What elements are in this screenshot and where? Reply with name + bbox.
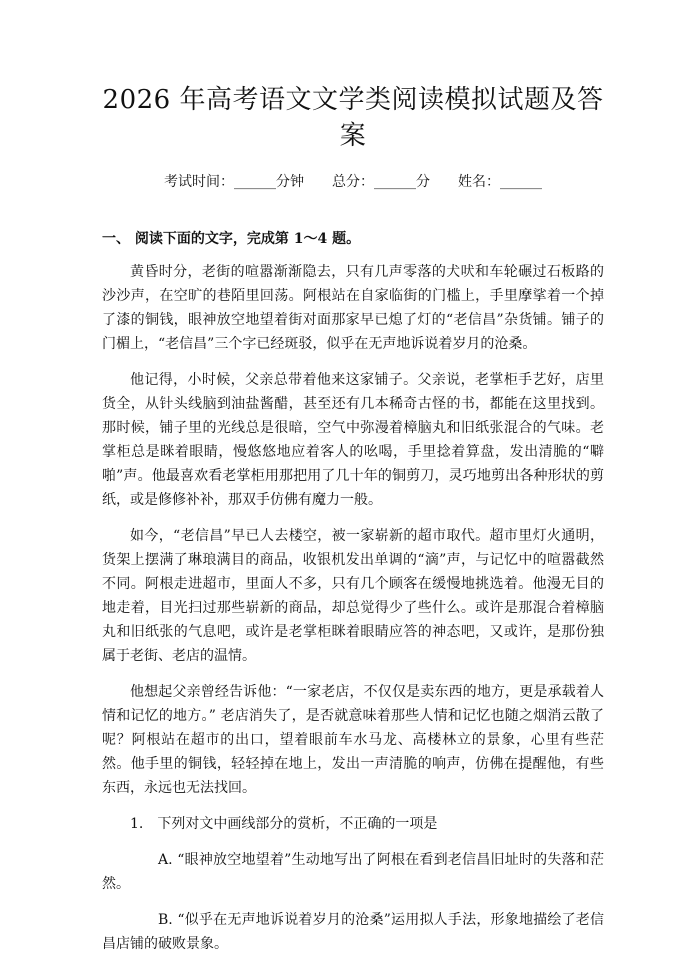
question-1: 1. 下列对文中画线部分的赏析，不正确的一项是: [130, 816, 438, 832]
question-1-option-b: B. “似乎在无声地诉说着岁月的沧桑”运用拟人手法，形象地描绘了老信昌店铺的破败景象。: [102, 912, 604, 952]
section-heading: 一、 阅读下面的文字，完成第 1～4 题。: [102, 231, 361, 247]
passage-paragraph-3: 如今，“老信昌”早已人去楼空，被一家崭新的超市取代。超市里灯火通明，货架上摆满了琳琅满目的商品，收银机发出单调的“滴”声，与记忆中的喧嚣截然不同。阿根走进超市，里面人不多，只有几个顾客在缓慢地挑选着。他漫无目的地走着，目光扫过那些崭新的商品，却总觉得少了些什么。或许是那混合着樟脑丸和旧纸张的气息吧，或许是老掌柜眯着眼睛应答的神态吧，又或许，是那份独属于老街、老店的温情。: [102, 528, 604, 664]
student-name-label: 姓名：______: [458, 174, 542, 190]
passage-paragraph-2: 他记得，小时候，父亲总带着他来这家铺子。父亲说，老掌柜手艺好，店里货全，从针头线脑到油盐酱醋，甚至还有几本稀奇古怪的书，都能在这里找到。那时候，铺子里的光线总是很暗，空气中弥漫着樟脑丸和旧纸张混合的气味。老掌柜总是眯着眼睛，慢悠悠地应着客人的吆喝，手里捻着算盘，发出清脆的“噼啪”声。他最喜欢看老掌柜用那把用了几十年的铜剪刀，灵巧地剪出各种形状的剪纸，或是修修补补，那双手仿佛有魔力一般。: [102, 372, 604, 508]
total-score-label: 总分：______分: [332, 174, 430, 190]
exam-time-label: 考试时间：______分钟: [164, 174, 304, 190]
exam-meta: [102, 172, 604, 192]
page-title: 2026 年高考语文文学类阅读模拟试题及答案: [102, 85, 604, 151]
question-1-option-a: A. “眼神放空地望着”生动地写出了阿根在看到老信昌旧址时的失落和茫然。: [102, 852, 604, 892]
passage-paragraph-4: 他想起父亲曾经告诉他：“一家老店，不仅仅是卖东西的地方，更是承载着人情和记忆的地方。” 老店消失了，是否就意味着那些人情和记忆也随之烟消云散了呢？阿根站在超市的出口，望着眼前车水马龙、高楼林立的景象，心里有些茫然。他手里的铜钱，轻轻掉在地上，发出一声清脆的响声，仿佛在提醒他，有些东西，永远也无法找回。: [102, 684, 604, 796]
passage-paragraph-1: 黄昏时分，老街的喧嚣渐渐隐去，只有几声零落的犬吠和车轮碾过石板路的沙沙声，在空旷的巷陌里回荡。阿根站在自家临街的门槛上，手里摩挲着一个掉了漆的铜钱，眼神放空地望着街对面那家早已熄了灯的“老信昌”杂货铺。铺子的门楣上，“老信昌”三个字已经斑驳，似乎在无声地诉说着岁月的沧桑。: [102, 264, 604, 352]
